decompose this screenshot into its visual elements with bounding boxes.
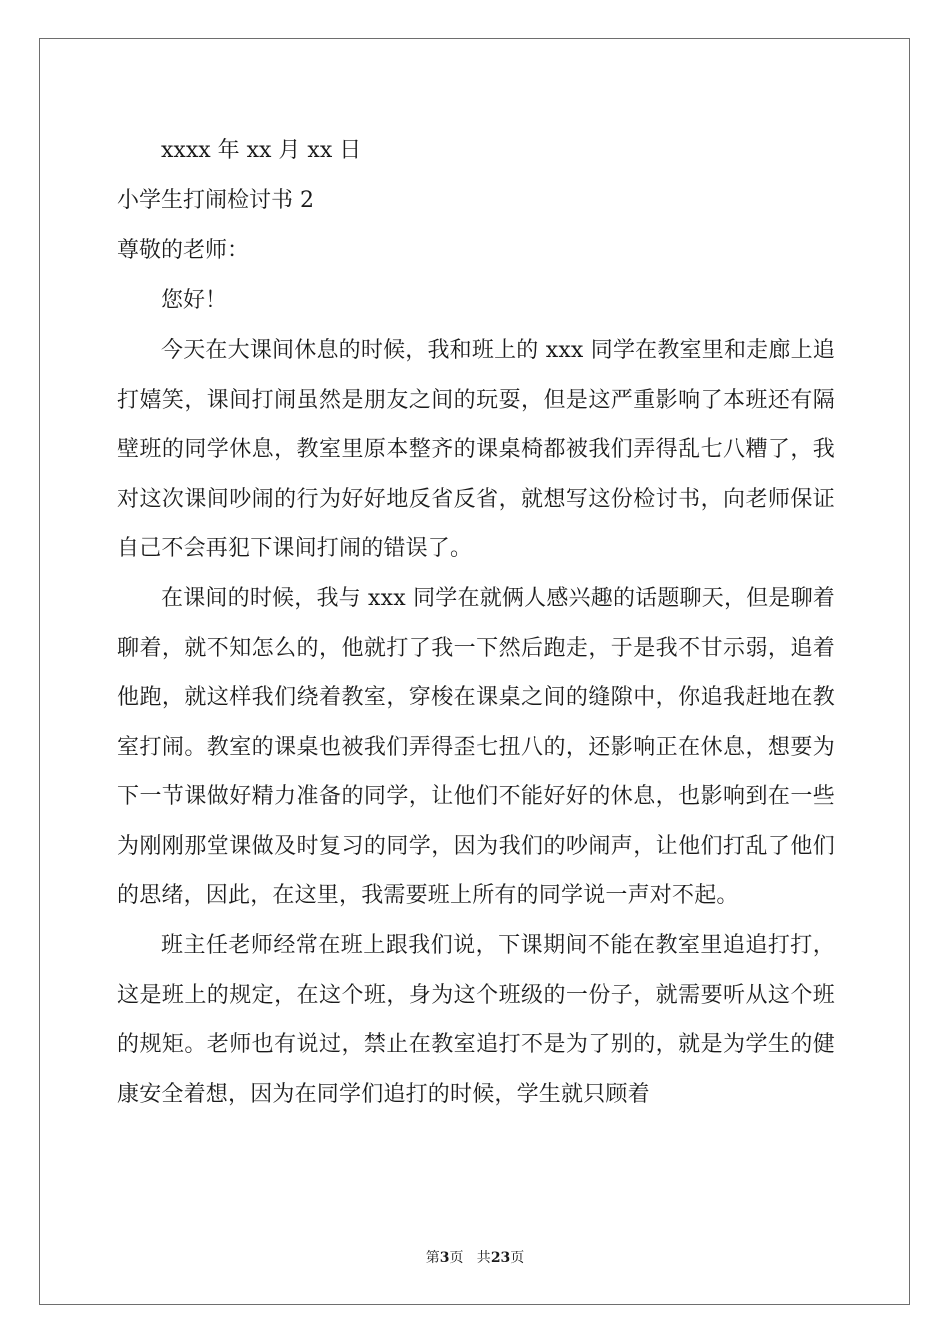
greeting: 您好！	[161, 288, 228, 313]
footer-middle: 页 共	[449, 1250, 491, 1266]
footer-prefix: 第	[425, 1250, 440, 1266]
paragraph: 今天在大课间休息的时候，我和班上的 xxx 同学在教室里和走廊上追打嬉笑，课间打闹虽然是朋友之间的玩耍，但是这严重影响了本班还有隔壁班的同学休息，教室里原本整齐的课桌椅都被我们弄得乱七八糟了，我对这次课间吵闹的行为好好地反省反省，就想写这份检讨书，向老师保证自己不会再犯下课间打闹的错误了。	[117, 338, 835, 561]
document-title: 小学生打闹检讨书 2	[117, 188, 314, 213]
date-line: xxxx 年 xx 月 xx 日	[161, 138, 362, 163]
current-page-number: 3	[439, 1250, 450, 1266]
page-footer	[0, 1247, 950, 1267]
paragraph: 在课间的时候，我与 xxx 同学在就俩人感兴趣的话题聊天，但是聊着聊着，就不知怎么的，他就打了我一下然后跑走，于是我不甘示弱，追着他跑，就这样我们绕着教室，穿梭在课桌之间的缝隙中，你追我赶地在教室打闹。教室的课桌也被我们弄得歪七扭八的，还影响正在休息，想要为下一节课做好精力准备的同学，让他们不能好好的休息，也影响到在一些为刚刚那堂课做及时复习的同学，因为我们的吵闹声，让他们打乱了他们的思绪，因此，在这里，我需要班上所有的同学说一声对不起。	[117, 586, 835, 908]
paragraph: 班主任老师经常在班上跟我们说，下课期间不能在教室里追追打打，这是班上的规定，在这个班，身为这个班级的一份子，就需要听从这个班的规矩。老师也有说过，禁止在教室追打不是为了别的，就是为学生的健康安全着想，因为在同学们追打的时候，学生就只顾着	[117, 933, 835, 1107]
salutation: 尊敬的老师：	[117, 238, 250, 263]
total-page-count: 23	[490, 1250, 511, 1266]
document-body	[117, 126, 835, 1120]
footer-suffix: 页	[510, 1250, 525, 1266]
